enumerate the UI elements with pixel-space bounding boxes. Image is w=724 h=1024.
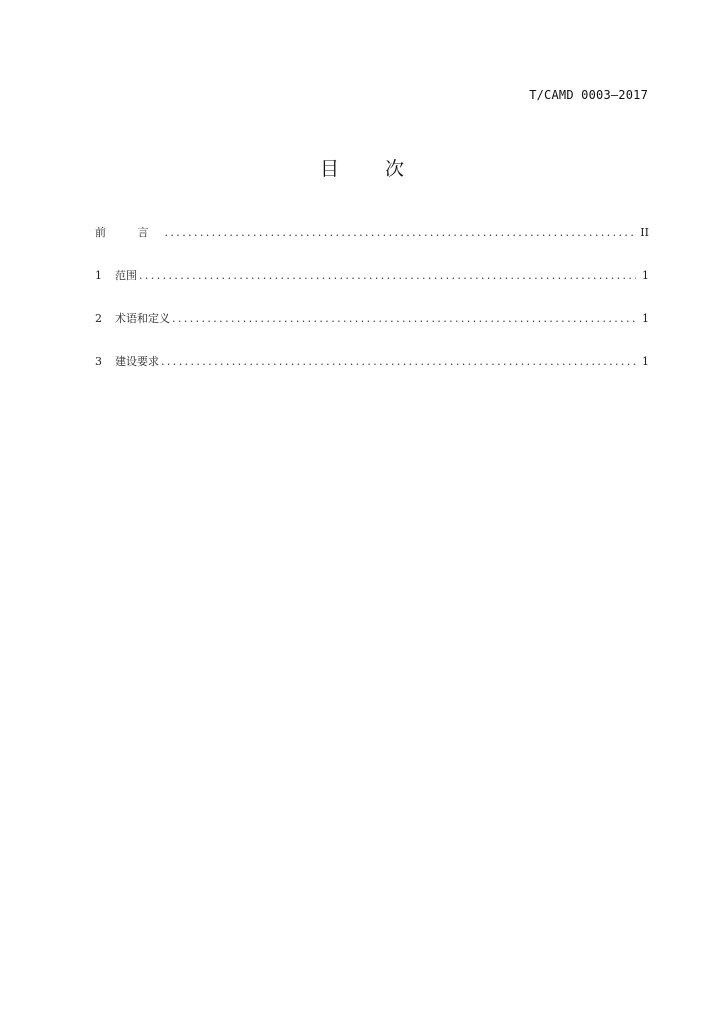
toc-entry-label: 建设要求 xyxy=(115,355,159,368)
toc-entry-foreword[interactable] xyxy=(95,224,649,267)
toc-entry-page: 1 xyxy=(642,355,649,368)
toc-entry-page: 1 xyxy=(642,312,649,325)
toc-entry-page: 1 xyxy=(642,269,649,282)
toc-leader-dots xyxy=(172,312,636,325)
toc-entry-label: 前 言 xyxy=(95,226,163,239)
toc-leader-dots xyxy=(165,226,635,239)
document-code: T/CAMD 0003—2017 xyxy=(529,88,648,102)
toc-entry-page: II xyxy=(640,226,649,239)
toc-title: 目 次 xyxy=(319,158,425,180)
toc-entry-requirements[interactable] xyxy=(95,353,649,396)
toc-entry-terms[interactable] xyxy=(95,310,649,353)
toc-leader-dots xyxy=(139,269,636,282)
toc-entry-label: 范围 xyxy=(115,269,137,282)
toc-entry-number: 1 xyxy=(95,269,102,282)
toc-entry-number: 2 xyxy=(95,312,102,325)
toc-leader-dots xyxy=(161,355,636,368)
toc-entry-number: 3 xyxy=(95,355,102,368)
toc-entry-label: 术语和定义 xyxy=(115,312,170,325)
table-of-contents xyxy=(95,224,649,396)
toc-entry-scope[interactable] xyxy=(95,267,649,310)
